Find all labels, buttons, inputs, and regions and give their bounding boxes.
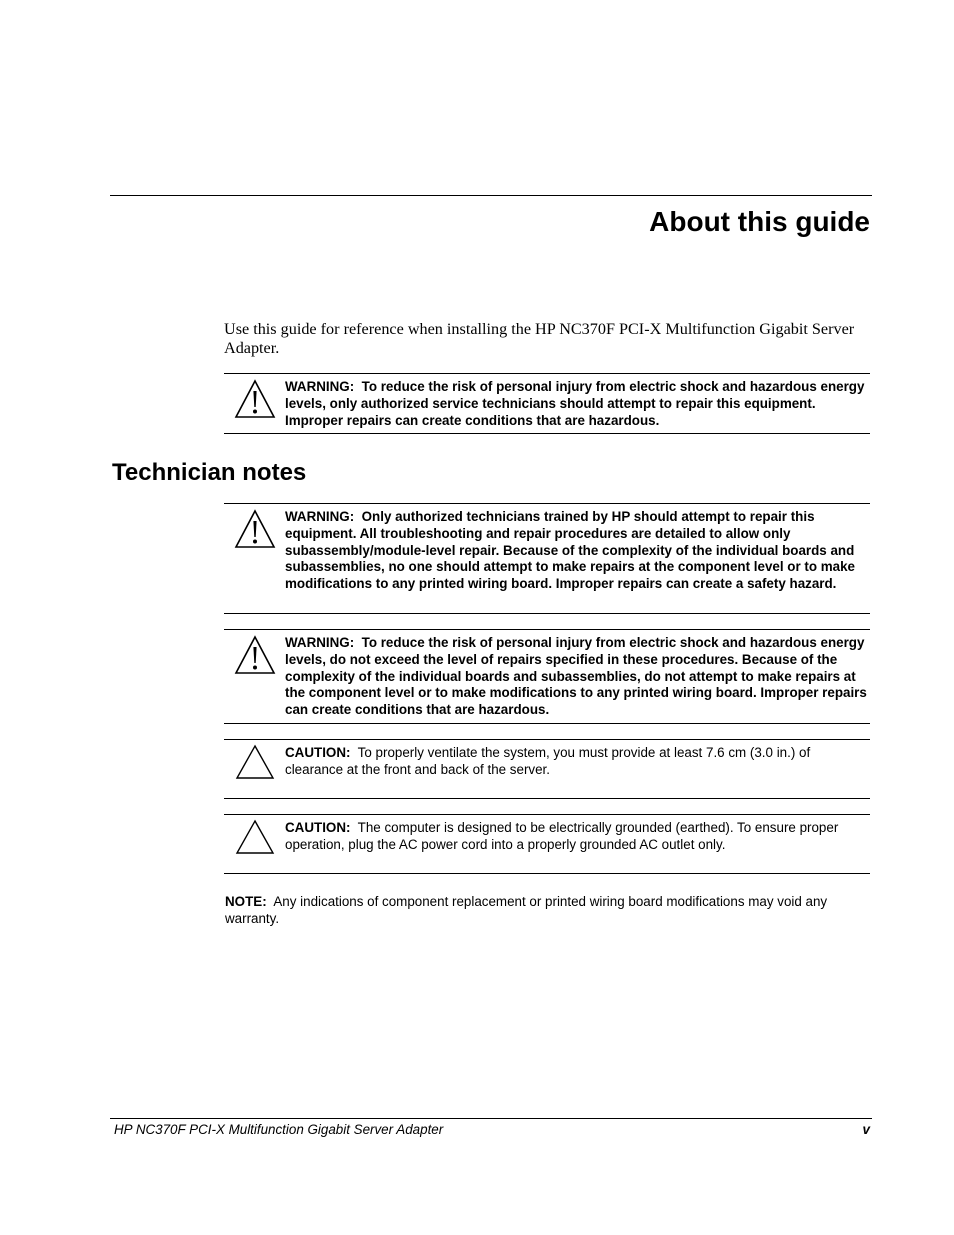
warning-label: WARNING: [285,379,355,394]
warning-notice-1 [224,503,870,614]
footer-title: HP NC370F PCI-X Multifunction Gigabit Server Adapter [114,1122,444,1137]
intro-paragraph: Use this guide for reference when installing the HP NC370F PCI-X Multifunction Gigabit Server Adapter. [224,320,855,357]
warning-text: Only authorized technicians trained by HP should attempt to repair this equipment. All troubleshooting and repair procedures are detailed to allow only subassembly/module-level repair. Because of the complexity of the individual boards and subassemblies, no one should attempt to make repairs at the component level or to make modifications to any printed wiring board. Improper repairs can create a safety hazard. [285,509,855,592]
warning-text: To reduce the risk of personal injury from electric shock and hazardous energy levels, do not exceed the level of repairs specified in these procedures. Because of the complexity of the individual boards and subassemblies, do not attempt to make repairs at the component level or to make modifications to any printed wiring board. Improper repairs can create conditions that are hazardous. [285,635,867,718]
note-paragraph [225,894,870,927]
caution-text: To properly ventilate the system, you must provide at least 7.6 cm (3.0 in.) of clearance at the front and back of the server. [285,745,811,777]
caution-notice-2 [224,814,870,874]
warning-notice-top [224,373,870,434]
warning-notice-2 [224,629,870,724]
caution-text: The computer is designed to be electrically grounded (earthed). To ensure proper operation, plug the AC power cord into a properly grounded AC outlet only. [285,820,839,852]
page-number: v [862,1122,870,1137]
section-title: Technician notes [112,459,307,486]
caution-triangle-icon [234,744,276,785]
warning-exclamation-triangle-icon [234,509,276,554]
chapter-title: About this guide [649,206,870,237]
note-text: Any indications of component replacement or printed wiring board modifications may void any warranty. [225,894,828,926]
chapter-top-rule [110,195,872,196]
footer-rule [110,1118,872,1119]
warning-exclamation-triangle-icon [234,379,276,424]
note-label: NOTE: [225,894,267,909]
caution-label: CAUTION: [285,745,351,760]
warning-exclamation-triangle-icon [234,635,276,680]
caution-triangle-icon [234,819,276,860]
warning-label: WARNING: [285,509,355,524]
caution-label: CAUTION: [285,820,351,835]
warning-label: WARNING: [285,635,355,650]
warning-text: To reduce the risk of personal injury from electric shock and hazardous energy levels, only authorized service technicians should attempt to repair this equipment. Improper repairs can create conditions that are hazardous. [285,379,865,428]
caution-notice-1 [224,739,870,799]
